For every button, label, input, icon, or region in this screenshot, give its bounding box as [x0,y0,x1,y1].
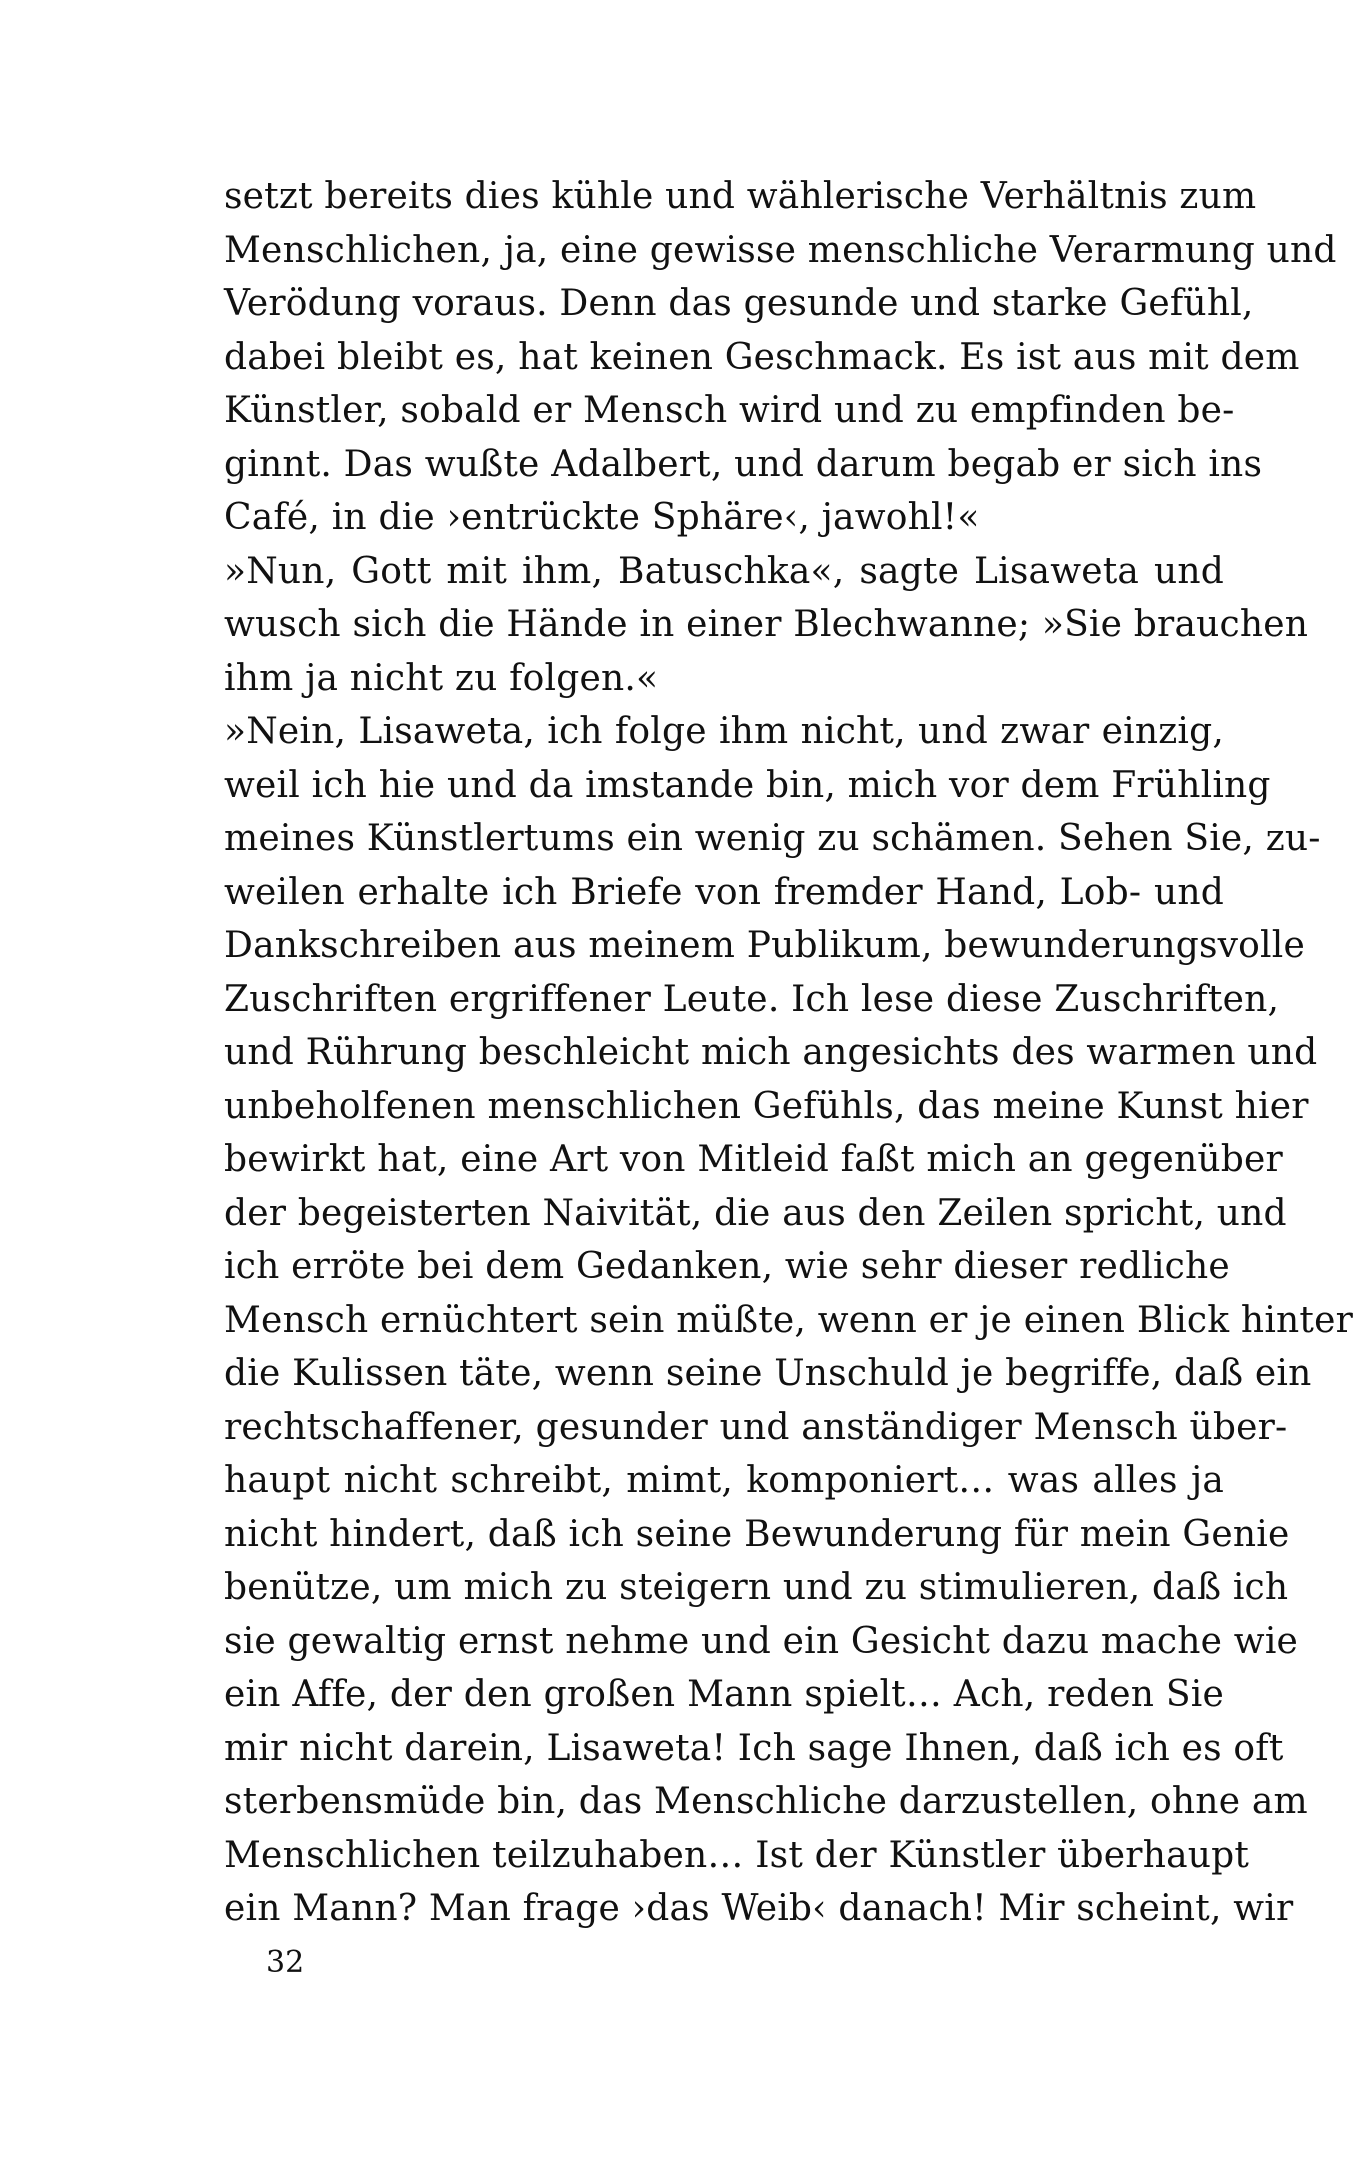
text-line: dabei bleibt es, hat keinen Geschmack. Es ist aus mit dem [224,336,1300,378]
text-line: Café, in die ›entrückte Sphäre‹, jawohl!« [224,497,980,538]
text-line: die Kulissen täte, wenn seine Unschuld je begriffe, daß ein [224,1353,1312,1394]
text-line: meines Künstlertums ein wenig zu schämen. Sehen Sie, zu- [224,818,1321,859]
text-line: wusch sich die Hände in einer Blechwanne; »Sie brauchen [224,604,1309,645]
text-line: benütze, um mich zu steigern und zu stimulieren, daß ich [224,1567,1289,1608]
text-line: und Rührung beschleicht mich angesichts des warmen und [224,1032,1318,1073]
text-line: nicht hindert, daß ich seine Bewunderung für mein Genie [224,1513,1290,1555]
text-line: ein Mann? Man frage ›das Weib‹ danach! Mir scheint, wir [224,1888,1294,1929]
text-line: »Nein, Lisaweta, ich folge ihm nicht, und zwar einzig, [224,711,1224,752]
text-line: ich erröte bei dem Gedanken, wie sehr dieser redliche [224,1246,1230,1287]
text-line: mir nicht darein, Lisaweta! Ich sage Ihnen, daß ich es oft [224,1727,1284,1769]
text-line: Dankschreiben aus meinem Publikum, bewunderungsvolle [224,925,1305,966]
text-line: ginnt. Das wußte Adalbert, und darum begab er sich ins [224,443,1263,485]
text-line: Menschlichen, ja, eine gewisse menschliche Verarmung und [224,229,1337,271]
text-line: haupt nicht schreibt, mimt, komponiert… was alles ja [224,1460,1224,1501]
page-number: 32 [266,1945,305,1980]
text-line: Mensch ernüchtert sein müßte, wenn er je einen Blick hinter [224,1299,1353,1341]
text-line: Verödung voraus. Denn das gesunde und starke Gefühl, [224,283,1254,324]
text-line: ein Affe, der den großen Mann spielt… Ach, reden Sie [224,1674,1224,1715]
text-line: »Nun, Gott mit ihm, Batuschka«, sagte Lisaweta und [224,550,1224,592]
text-line: weil ich hie und da imstande bin, mich vor dem Frühling [224,764,1271,806]
text-line: unbeholfenen menschlichen Gefühls, das meine Kunst hier [224,1085,1309,1127]
text-line: Zuschriften ergriffener Leute. Ich lese diese Zuschriften, [224,978,1280,1020]
text-line: weilen erhalte ich Briefe von fremder Hand, Lob- und [224,871,1224,913]
text-line: Künstler, sobald er Mensch wird und zu empfinden be- [224,390,1235,431]
text-line: bewirkt hat, eine Art von Mitleid faßt mich an gegenüber [224,1139,1283,1180]
text-line: der begeisterten Naivität, die aus den Zeilen spricht, und [224,1192,1287,1234]
text-line: setzt bereits dies kühle und wählerische Verhältnis zum [224,176,1257,217]
text-line: ihm ja nicht zu folgen.« [224,657,659,699]
text-line: sie gewaltig ernst nehme und ein Gesicht dazu mache wie [224,1620,1299,1662]
text-line: Menschlichen teilzuhaben… Ist der Künstler überhaupt [224,1834,1250,1876]
text-line: sterbensmüde bin, das Menschliche darzustellen, ohne am [224,1781,1308,1822]
body-text [224,170,1353,1936]
text-line: rechtschaffener, gesunder und anständiger Mensch über- [224,1406,1288,1448]
